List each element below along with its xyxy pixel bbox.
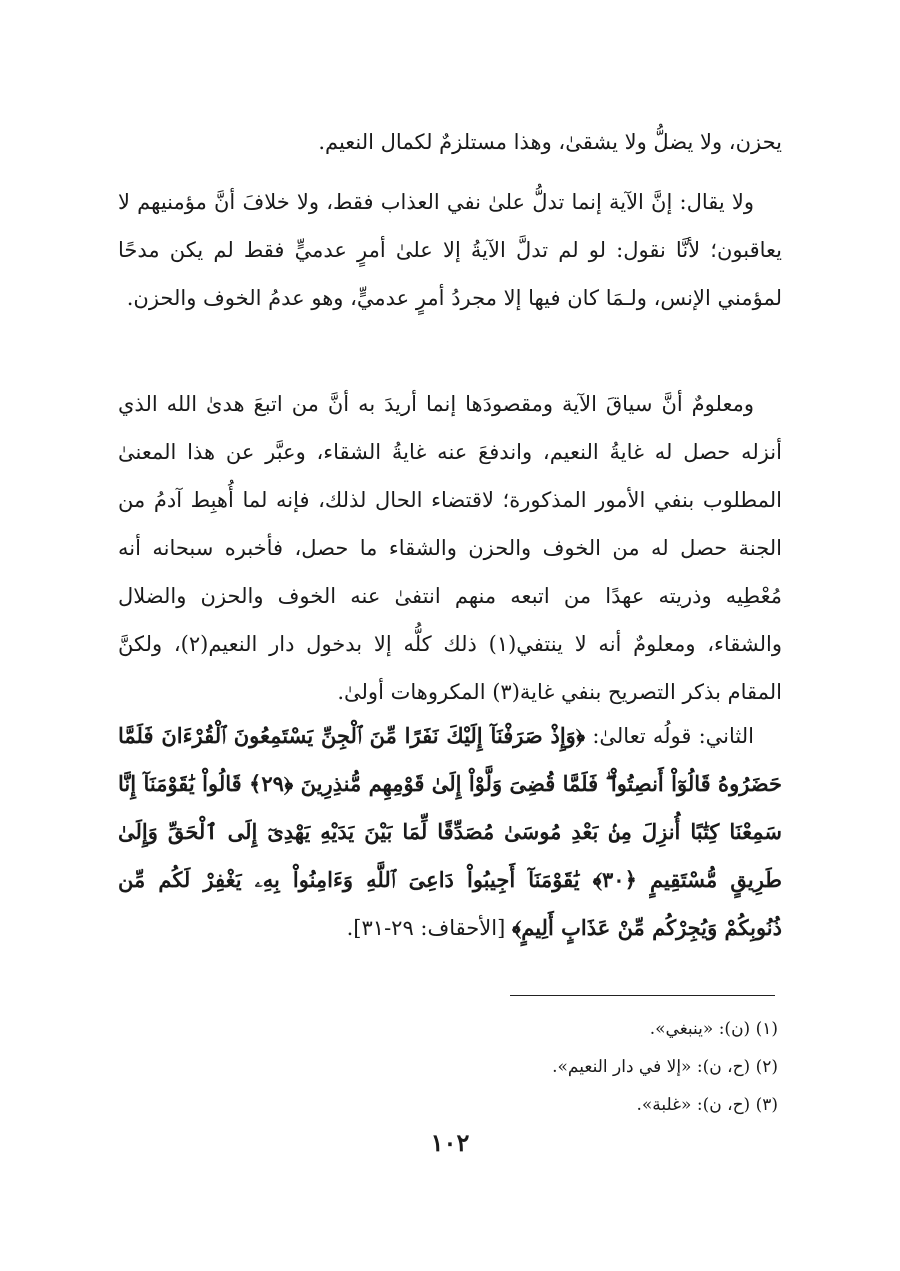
paragraph-text: يحزن، ولا يضلُّ ولا يشقىٰ، وهذا مستلزمٌ لكمال النعيم. [318,130,782,154]
paragraph-objection [118,178,782,322]
footnote-item: (١) (ن): «ينبغي». [649,1019,778,1039]
quran-verse: ﴿وَإِذْ صَرَفْنَآ إِلَيْكَ نَفَرًا مِّنَ ٱلْجِنِّ يَسْتَمِعُونَ ٱلْقُرْءَانَ فَلَمَّا حَضَرُوهُ قَالُوٓاْ أَنصِتُواْ ۖ فَلَمَّا قُضِىَ وَلَّوْاْ إِلَىٰ قَوْمِهِم مُّنذِرِينَ ﴿٢٩﴾ قَالُواْ يَٰقَوْمَنَآ إِنَّا سَمِعْنَا كِتَٰبًا أُنزِلَ مِنۢ بَعْدِ مُوسَىٰ مُصَدِّقًا لِّمَا بَيْنَ يَدَيْهِ يَهْدِىٓ إِلَى ٱلْحَقِّ وَإِلَىٰ طَرِيقٍ مُّسْتَقِيمٍ ﴿٣٠﴾ يَٰقَوْمَنَآ أَجِيبُواْ دَاعِىَ ٱللَّهِ وَءَامِنُواْ بِهِۦ يَغْفِرْ لَكُم مِّن ذُنُوبِكُمْ وَيُجِرْكُم مِّنْ عَذَابٍ أَلِيمٍ﴾ [118,723,783,940]
page-number: ١٠٢ [430,1128,470,1157]
footnotes [300,1010,778,1124]
paragraph-text: ولا يقال: إنَّ الآية إنما تدلُّ علىٰ نفي العذاب فقط، ولا خلافَ أنَّ مؤمنيهم لا يعاقبون؛ لأنَّا نقول: لو لم تدلَّ الآيةُ إلا علىٰ أمرٍ عدميٍّ فقط لم يكن مدحًا لمؤمني الإنس، ولـمَا كان فيها إلا مجردُ أمرٍ عدميٍّ، وهو عدمُ الخوف والحزن. [118,190,782,310]
footnote-item: (٣) (ح، ن): «غلبة». [636,1095,778,1115]
footnote-item: (٢) (ح، ن): «إلا في دار النعيم». [552,1057,778,1077]
second-point-intro: الثاني: قولُه تعالىٰ: [585,724,754,748]
paragraph-continuation [118,118,782,166]
paragraph-text [118,712,782,952]
paragraph-context [118,380,782,716]
verse-citation: [الأحقاف: ٢٩-٣١]. [346,916,512,940]
footnote-divider [510,995,775,996]
paragraph-second-point [118,712,782,952]
paragraph-text: ومعلومٌ أنَّ سياقَ الآية ومقصودَها إنما أريدَ به أنَّ من اتبعَ هدىٰ الله الذي أنزله حصل له غايةُ النعيم، واندفعَ عنه غايةُ الشقاء، وعبَّر عن هذا المعنىٰ المطلوب بنفي الأمور المذكورة؛ لاقتضاء الحال لذلك، فإنه لما أُهبِط آدمُ من الجنة حصل له من الخوف والحزن والشقاء ما حصل، فأخبره سبحانه أنه مُعْطِيه وذريته عهدًا من اتبعه منهم انتفىٰ عنه الخوف والحزن والضلال والشقاء، ومعلومٌ أنه لا ينتفي(١) ذلك كلُّه إلا بدخول دار النعيم(٢)، ولكنَّ المقام بذكر التصريح بنفي غاية(٣) المكروهات أولىٰ. [118,392,782,704]
